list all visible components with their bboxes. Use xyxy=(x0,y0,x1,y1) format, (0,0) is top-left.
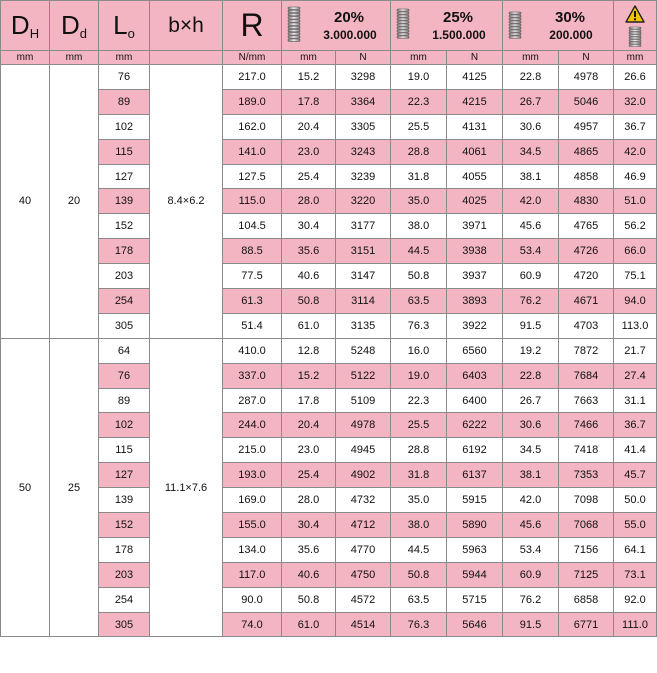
cell-lo: 254 xyxy=(99,587,150,612)
unit-cell: mm xyxy=(614,51,657,65)
cell-lo: 305 xyxy=(99,313,150,338)
group-force: 1.500.000 xyxy=(432,28,486,42)
table-row xyxy=(1,289,657,314)
cell-lo: 254 xyxy=(99,289,150,314)
cell-f20: 3364 xyxy=(336,89,391,114)
cell-lo: 203 xyxy=(99,264,150,289)
cell-s20: 40.6 xyxy=(282,264,336,289)
cell-s25: 35.0 xyxy=(391,189,447,214)
table-row xyxy=(1,139,657,164)
cell-f25: 6137 xyxy=(447,463,503,488)
cell-s20: 30.4 xyxy=(282,513,336,538)
cell-block: 31.1 xyxy=(614,388,657,413)
cell-s30: 38.1 xyxy=(503,164,559,189)
cell-f30: 7125 xyxy=(559,562,614,587)
cell-f30: 6771 xyxy=(559,612,614,637)
cell-s25: 28.8 xyxy=(391,438,447,463)
group-percent: 20% xyxy=(334,9,365,26)
table-row xyxy=(1,65,657,90)
cell-s30: 19.2 xyxy=(503,338,559,363)
cell-s20: 17.8 xyxy=(282,388,336,413)
group-dd: 20 xyxy=(50,65,99,339)
cell-s25: 35.0 xyxy=(391,488,447,513)
cell-f30: 4957 xyxy=(559,114,614,139)
cell-f25: 3938 xyxy=(447,239,503,264)
cell-f25: 4025 xyxy=(447,189,503,214)
cell-lo: 102 xyxy=(99,413,150,438)
cell-block: 51.0 xyxy=(614,189,657,214)
units-row xyxy=(1,51,657,65)
cell-f30: 4978 xyxy=(559,65,614,90)
cell-s30: 42.0 xyxy=(503,189,559,214)
cell-s20: 12.8 xyxy=(282,338,336,363)
cell-f30: 4865 xyxy=(559,139,614,164)
cell-lo: 102 xyxy=(99,114,150,139)
cell-s20: 30.4 xyxy=(282,214,336,239)
cell-block: 92.0 xyxy=(614,587,657,612)
unit-cell: N xyxy=(447,51,503,65)
cell-f25: 5646 xyxy=(447,612,503,637)
coil-spring-icon xyxy=(508,6,522,42)
cell-r: 287.0 xyxy=(223,388,282,413)
cell-f20: 3147 xyxy=(336,264,391,289)
cell-s20: 28.0 xyxy=(282,189,336,214)
cell-s20: 20.4 xyxy=(282,114,336,139)
table-row xyxy=(1,438,657,463)
cell-r: 141.0 xyxy=(223,139,282,164)
cell-r: 217.0 xyxy=(223,65,282,90)
cell-f30: 4726 xyxy=(559,239,614,264)
cell-f25: 6400 xyxy=(447,388,503,413)
cell-lo: 115 xyxy=(99,139,150,164)
cell-lo: 152 xyxy=(99,513,150,538)
cell-s30: 42.0 xyxy=(503,488,559,513)
cell-s30: 60.9 xyxy=(503,264,559,289)
cell-lo: 305 xyxy=(99,612,150,637)
cell-s30: 53.4 xyxy=(503,537,559,562)
cell-f20: 3239 xyxy=(336,164,391,189)
table-row xyxy=(1,562,657,587)
cell-f20: 5109 xyxy=(336,388,391,413)
cell-block: 50.0 xyxy=(614,488,657,513)
group-percent: 25% xyxy=(443,9,474,26)
table-row xyxy=(1,587,657,612)
table-row xyxy=(1,413,657,438)
cell-lo: 139 xyxy=(99,488,150,513)
cell-f25: 5915 xyxy=(447,488,503,513)
cell-lo: 139 xyxy=(99,189,150,214)
cell-s20: 28.0 xyxy=(282,488,336,513)
cell-s30: 38.1 xyxy=(503,463,559,488)
cell-s20: 61.0 xyxy=(282,612,336,637)
cell-f30: 4720 xyxy=(559,264,614,289)
table-row xyxy=(1,537,657,562)
cell-r: 77.5 xyxy=(223,264,282,289)
cell-s25: 22.3 xyxy=(391,388,447,413)
unit-cell: mm xyxy=(50,51,99,65)
cell-s20: 50.8 xyxy=(282,587,336,612)
cell-f20: 3135 xyxy=(336,313,391,338)
cell-r: 90.0 xyxy=(223,587,282,612)
cell-s20: 15.2 xyxy=(282,65,336,90)
cell-r: 74.0 xyxy=(223,612,282,637)
cell-s25: 63.5 xyxy=(391,587,447,612)
cell-f20: 3220 xyxy=(336,189,391,214)
cell-s30: 22.8 xyxy=(503,65,559,90)
cell-f30: 4703 xyxy=(559,313,614,338)
cell-f30: 7098 xyxy=(559,488,614,513)
cell-s20: 17.8 xyxy=(282,89,336,114)
cell-f30: 7353 xyxy=(559,463,614,488)
unit-cell xyxy=(150,51,223,65)
cell-s20: 25.4 xyxy=(282,463,336,488)
cell-s30: 26.7 xyxy=(503,89,559,114)
cell-f20: 3151 xyxy=(336,239,391,264)
cell-block: 75.1 xyxy=(614,264,657,289)
cell-f25: 6403 xyxy=(447,363,503,388)
cell-block: 64.1 xyxy=(614,537,657,562)
cell-s25: 22.3 xyxy=(391,89,447,114)
group-dh: 40 xyxy=(1,65,50,339)
cell-f20: 5248 xyxy=(336,338,391,363)
cell-r: 88.5 xyxy=(223,239,282,264)
cell-f25: 4055 xyxy=(447,164,503,189)
cell-f30: 7156 xyxy=(559,537,614,562)
cell-s30: 91.5 xyxy=(503,612,559,637)
cell-lo: 127 xyxy=(99,463,150,488)
table-row xyxy=(1,114,657,139)
header-group-30 xyxy=(503,1,614,51)
cell-r: 115.0 xyxy=(223,189,282,214)
cell-r: 410.0 xyxy=(223,338,282,363)
cell-s25: 25.5 xyxy=(391,413,447,438)
cell-r: 117.0 xyxy=(223,562,282,587)
cell-f30: 7684 xyxy=(559,363,614,388)
cell-lo: 115 xyxy=(99,438,150,463)
cell-r: 337.0 xyxy=(223,363,282,388)
cell-lo: 127 xyxy=(99,164,150,189)
header-r: R xyxy=(223,1,282,51)
cell-f30: 5046 xyxy=(559,89,614,114)
cell-f25: 5890 xyxy=(447,513,503,538)
cell-f25: 5715 xyxy=(447,587,503,612)
cell-f20: 4770 xyxy=(336,537,391,562)
cell-block: 66.0 xyxy=(614,239,657,264)
cell-f25: 4215 xyxy=(447,89,503,114)
cell-s25: 76.3 xyxy=(391,612,447,637)
cell-s25: 76.3 xyxy=(391,313,447,338)
cell-f30: 7068 xyxy=(559,513,614,538)
cell-r: 127.5 xyxy=(223,164,282,189)
cell-lo: 64 xyxy=(99,338,150,363)
cell-f30: 7466 xyxy=(559,413,614,438)
cell-f25: 3893 xyxy=(447,289,503,314)
cell-block: 94.0 xyxy=(614,289,657,314)
group-bxh: 11.1×7.6 xyxy=(150,338,223,637)
table-row xyxy=(1,513,657,538)
cell-lo: 76 xyxy=(99,65,150,90)
cell-s25: 50.8 xyxy=(391,264,447,289)
cell-f20: 3177 xyxy=(336,214,391,239)
header-bxh: b×h xyxy=(150,1,223,51)
cell-s30: 91.5 xyxy=(503,313,559,338)
cell-s20: 61.0 xyxy=(282,313,336,338)
group-force: 3.000.000 xyxy=(323,28,377,42)
table-row xyxy=(1,164,657,189)
header-block-length xyxy=(614,1,657,51)
cell-lo: 178 xyxy=(99,239,150,264)
table-row xyxy=(1,488,657,513)
cell-lo: 89 xyxy=(99,388,150,413)
cell-block: 42.0 xyxy=(614,139,657,164)
cell-r: 104.5 xyxy=(223,214,282,239)
cell-s20: 20.4 xyxy=(282,413,336,438)
cell-s30: 34.5 xyxy=(503,438,559,463)
cell-f20: 3114 xyxy=(336,289,391,314)
cell-r: 134.0 xyxy=(223,537,282,562)
cell-f20: 4514 xyxy=(336,612,391,637)
cell-r: 162.0 xyxy=(223,114,282,139)
cell-block: 55.0 xyxy=(614,513,657,538)
header-row xyxy=(1,1,657,51)
cell-s20: 35.6 xyxy=(282,537,336,562)
table-row xyxy=(1,388,657,413)
cell-s30: 34.5 xyxy=(503,139,559,164)
cell-f25: 3971 xyxy=(447,214,503,239)
cell-r: 215.0 xyxy=(223,438,282,463)
header-group-20 xyxy=(282,1,391,51)
cell-s20: 23.0 xyxy=(282,438,336,463)
cell-f20: 3243 xyxy=(336,139,391,164)
group-force: 200.000 xyxy=(549,28,593,42)
unit-cell: mm xyxy=(503,51,559,65)
cell-block: 46.9 xyxy=(614,164,657,189)
cell-s20: 50.8 xyxy=(282,289,336,314)
cell-s25: 44.5 xyxy=(391,537,447,562)
cell-lo: 76 xyxy=(99,363,150,388)
cell-lo: 203 xyxy=(99,562,150,587)
cell-r: 244.0 xyxy=(223,413,282,438)
cell-f30: 4830 xyxy=(559,189,614,214)
cell-f20: 4712 xyxy=(336,513,391,538)
cell-s30: 22.8 xyxy=(503,363,559,388)
table-row xyxy=(1,89,657,114)
cell-f25: 6192 xyxy=(447,438,503,463)
cell-s20: 35.6 xyxy=(282,239,336,264)
cell-s20: 23.0 xyxy=(282,139,336,164)
coil-spring-icon xyxy=(396,6,410,42)
cell-f30: 4671 xyxy=(559,289,614,314)
cell-f25: 3937 xyxy=(447,264,503,289)
table-row xyxy=(1,189,657,214)
warning-triangle-icon xyxy=(625,5,645,23)
cell-block: 113.0 xyxy=(614,313,657,338)
cell-s30: 45.6 xyxy=(503,513,559,538)
cell-s25: 28.8 xyxy=(391,139,447,164)
unit-cell: mm xyxy=(282,51,336,65)
table-row xyxy=(1,363,657,388)
cell-f30: 6858 xyxy=(559,587,614,612)
cell-f20: 3305 xyxy=(336,114,391,139)
header-group-25 xyxy=(391,1,503,51)
cell-f20: 4732 xyxy=(336,488,391,513)
cell-s30: 53.4 xyxy=(503,239,559,264)
cell-f30: 4858 xyxy=(559,164,614,189)
cell-block: 41.4 xyxy=(614,438,657,463)
cell-f20: 4902 xyxy=(336,463,391,488)
cell-f20: 4978 xyxy=(336,413,391,438)
cell-block: 36.7 xyxy=(614,413,657,438)
cell-s30: 76.2 xyxy=(503,587,559,612)
cell-f20: 4572 xyxy=(336,587,391,612)
unit-cell: mm xyxy=(391,51,447,65)
coil-spring-icon xyxy=(628,26,642,48)
cell-f20: 4750 xyxy=(336,562,391,587)
cell-s20: 15.2 xyxy=(282,363,336,388)
cell-block: 73.1 xyxy=(614,562,657,587)
cell-s25: 16.0 xyxy=(391,338,447,363)
cell-f30: 7418 xyxy=(559,438,614,463)
cell-block: 27.4 xyxy=(614,363,657,388)
cell-f25: 5963 xyxy=(447,537,503,562)
cell-lo: 152 xyxy=(99,214,150,239)
cell-lo: 178 xyxy=(99,537,150,562)
cell-block: 36.7 xyxy=(614,114,657,139)
unit-cell: N/mm xyxy=(223,51,282,65)
cell-r: 61.3 xyxy=(223,289,282,314)
cell-s25: 31.8 xyxy=(391,463,447,488)
cell-f25: 4131 xyxy=(447,114,503,139)
cell-s25: 25.5 xyxy=(391,114,447,139)
table-row xyxy=(1,264,657,289)
cell-s30: 30.6 xyxy=(503,114,559,139)
header-dh: $D_H$ xyxy=(1,1,50,51)
cell-r: 155.0 xyxy=(223,513,282,538)
group-percent: 30% xyxy=(555,9,586,26)
table-row xyxy=(1,214,657,239)
cell-block: 56.2 xyxy=(614,214,657,239)
cell-f30: 7872 xyxy=(559,338,614,363)
cell-s25: 38.0 xyxy=(391,513,447,538)
cell-s25: 50.8 xyxy=(391,562,447,587)
cell-s20: 40.6 xyxy=(282,562,336,587)
cell-s25: 44.5 xyxy=(391,239,447,264)
cell-f25: 3922 xyxy=(447,313,503,338)
unit-cell: N xyxy=(559,51,614,65)
table-row xyxy=(1,313,657,338)
cell-s30: 26.7 xyxy=(503,388,559,413)
header-lo: $L_o$ xyxy=(99,1,150,51)
cell-r: 51.4 xyxy=(223,313,282,338)
cell-s25: 19.0 xyxy=(391,65,447,90)
cell-s25: 31.8 xyxy=(391,164,447,189)
group-dd: 25 xyxy=(50,338,99,637)
cell-block: 21.7 xyxy=(614,338,657,363)
cell-r: 189.0 xyxy=(223,89,282,114)
cell-block: 26.6 xyxy=(614,65,657,90)
cell-f25: 6560 xyxy=(447,338,503,363)
cell-f25: 6222 xyxy=(447,413,503,438)
cell-f20: 5122 xyxy=(336,363,391,388)
table-row xyxy=(1,463,657,488)
cell-block: 32.0 xyxy=(614,89,657,114)
cell-s20: 25.4 xyxy=(282,164,336,189)
cell-r: 193.0 xyxy=(223,463,282,488)
cell-s25: 19.0 xyxy=(391,363,447,388)
table-row xyxy=(1,338,657,363)
unit-cell: mm xyxy=(1,51,50,65)
header-dd: $D_d$ xyxy=(50,1,99,51)
table-row xyxy=(1,612,657,637)
cell-s30: 45.6 xyxy=(503,214,559,239)
cell-f25: 4125 xyxy=(447,65,503,90)
group-bxh: 8.4×6.2 xyxy=(150,65,223,339)
cell-f30: 7663 xyxy=(559,388,614,413)
cell-f20: 4945 xyxy=(336,438,391,463)
cell-block: 111.0 xyxy=(614,612,657,637)
cell-s30: 76.2 xyxy=(503,289,559,314)
cell-s30: 60.9 xyxy=(503,562,559,587)
cell-f30: 4765 xyxy=(559,214,614,239)
cell-s25: 63.5 xyxy=(391,289,447,314)
table-row xyxy=(1,239,657,264)
cell-f25: 5944 xyxy=(447,562,503,587)
group-dh: 50 xyxy=(1,338,50,637)
cell-lo: 89 xyxy=(99,89,150,114)
cell-f20: 3298 xyxy=(336,65,391,90)
coil-spring-icon xyxy=(287,6,301,42)
cell-f25: 4061 xyxy=(447,139,503,164)
cell-block: 45.7 xyxy=(614,463,657,488)
cell-s30: 30.6 xyxy=(503,413,559,438)
cell-s25: 38.0 xyxy=(391,214,447,239)
unit-cell: mm xyxy=(99,51,150,65)
unit-cell: N xyxy=(336,51,391,65)
cell-r: 169.0 xyxy=(223,488,282,513)
